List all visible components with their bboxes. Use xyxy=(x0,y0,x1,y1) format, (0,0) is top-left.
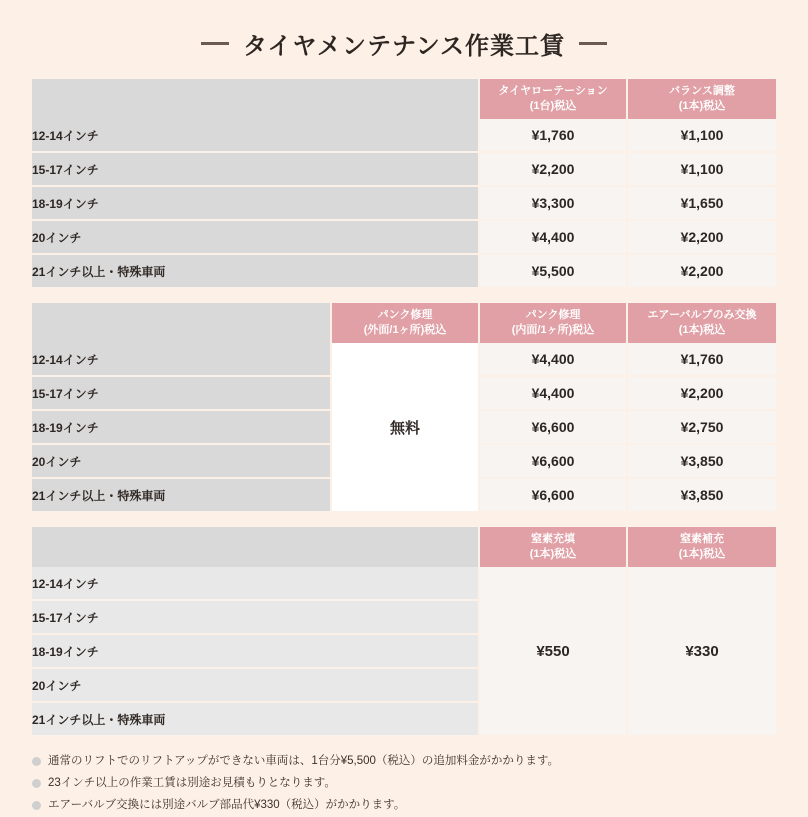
table-row xyxy=(32,119,776,153)
header-line2: (内面/1ヶ所)税込 xyxy=(511,324,595,336)
header-line2: (1本)税込 xyxy=(678,100,726,112)
row-label: 20インチ xyxy=(32,445,332,479)
row-label: 12-14インチ xyxy=(32,567,480,601)
value-nitrogen-fill-merged: ¥550 xyxy=(480,567,628,737)
page-title-text: タイヤメンテナンス作業工賃 xyxy=(242,33,566,60)
header-cell-balance xyxy=(628,79,776,119)
note-text: 通常のリフトでのリフトアップができない車両は、1台分¥5,500（税込）の追加料金がかかります。 xyxy=(48,755,559,767)
table-row xyxy=(32,153,776,187)
header-cell-blank xyxy=(32,79,480,119)
bullet-icon xyxy=(32,779,41,788)
row-label: 21インチ以上・特殊車両 xyxy=(32,703,480,737)
header-line2: (1台)税込 xyxy=(529,100,577,112)
notes-list xyxy=(32,751,776,817)
header-cell-blank xyxy=(32,303,332,343)
value-rotation: ¥2,200 xyxy=(480,153,628,187)
value-valve: ¥1,760 xyxy=(628,343,776,377)
row-label: 15-17インチ xyxy=(32,377,332,411)
table-row xyxy=(32,567,776,601)
value-balance: ¥1,100 xyxy=(628,153,776,187)
value-balance: ¥1,650 xyxy=(628,187,776,221)
table-nitrogen xyxy=(32,527,776,737)
page-title xyxy=(0,0,808,79)
row-label: 18-19インチ xyxy=(32,635,480,669)
row-label: 20インチ xyxy=(32,221,480,255)
value-puncture-inner: ¥6,600 xyxy=(480,411,628,445)
value-rotation: ¥3,300 xyxy=(480,187,628,221)
row-label: 15-17インチ xyxy=(32,153,480,187)
header-cell-nitrogen-fill xyxy=(480,527,628,567)
header-cell-rotation xyxy=(480,79,628,119)
value-puncture-outer-merged: 無料 xyxy=(332,343,480,513)
value-puncture-inner: ¥6,600 xyxy=(480,445,628,479)
header-line1: 窒素補充 xyxy=(680,533,724,546)
table-row xyxy=(32,255,776,289)
table-row xyxy=(32,221,776,255)
value-balance: ¥2,200 xyxy=(628,255,776,289)
table-row xyxy=(32,187,776,221)
row-label: 12-14インチ xyxy=(32,119,480,153)
value-nitrogen-top-up-merged: ¥330 xyxy=(628,567,776,737)
table-header-row xyxy=(32,527,776,567)
header-line1: エアーバルブのみ交換 xyxy=(647,309,757,322)
header-cell-valve xyxy=(628,303,776,343)
value-valve: ¥3,850 xyxy=(628,479,776,513)
bullet-icon xyxy=(32,801,41,810)
header-cell-blank xyxy=(32,527,480,567)
header-line2: (外面/1ヶ所)税込 xyxy=(363,324,447,336)
header-line2: (1本)税込 xyxy=(678,548,726,560)
value-rotation: ¥5,500 xyxy=(480,255,628,289)
header-line1: タイヤローテーション xyxy=(498,85,608,98)
table-puncture-valve xyxy=(32,303,776,513)
header-line1: バランス調整 xyxy=(669,85,735,98)
value-puncture-inner: ¥4,400 xyxy=(480,343,628,377)
header-cell-puncture-outer xyxy=(332,303,480,343)
header-line1: 窒素充填 xyxy=(531,533,575,546)
row-label: 12-14インチ xyxy=(32,343,332,377)
table-row xyxy=(32,343,776,377)
note-item xyxy=(32,795,776,817)
value-valve: ¥3,850 xyxy=(628,445,776,479)
table-rotation-balance xyxy=(32,79,776,289)
row-label: 18-19インチ xyxy=(32,411,332,445)
note-item xyxy=(32,773,776,795)
value-balance: ¥2,200 xyxy=(628,221,776,255)
value-rotation: ¥4,400 xyxy=(480,221,628,255)
value-valve: ¥2,750 xyxy=(628,411,776,445)
bullet-icon xyxy=(32,757,41,766)
table-header-row xyxy=(32,303,776,343)
row-label: 21インチ以上・特殊車両 xyxy=(32,479,332,513)
row-label: 21インチ以上・特殊車両 xyxy=(32,255,480,289)
title-rule-left xyxy=(201,42,229,45)
table-header-row xyxy=(32,79,776,119)
header-line2: (1本)税込 xyxy=(678,324,726,336)
value-puncture-inner: ¥4,400 xyxy=(480,377,628,411)
note-item xyxy=(32,751,776,773)
note-text: 23インチ以上の作業工賃は別途お見積もりとなります。 xyxy=(48,776,336,789)
note-text: エアーバルブ交換には別途バルブ部品代¥330（税込）がかかります。 xyxy=(48,798,406,811)
row-label: 18-19インチ xyxy=(32,187,480,221)
value-rotation: ¥1,760 xyxy=(480,119,628,153)
header-cell-nitrogen-top-up xyxy=(628,527,776,567)
value-valve: ¥2,200 xyxy=(628,377,776,411)
header-line2: (1本)税込 xyxy=(529,548,577,560)
header-cell-puncture-inner xyxy=(480,303,628,343)
header-line1: パンク修理 xyxy=(525,309,581,322)
row-label: 20インチ xyxy=(32,669,480,703)
header-line1: パンク修理 xyxy=(377,309,433,322)
value-puncture-inner: ¥6,600 xyxy=(480,479,628,513)
row-label: 15-17インチ xyxy=(32,601,480,635)
value-balance: ¥1,100 xyxy=(628,119,776,153)
title-rule-right xyxy=(579,42,607,45)
